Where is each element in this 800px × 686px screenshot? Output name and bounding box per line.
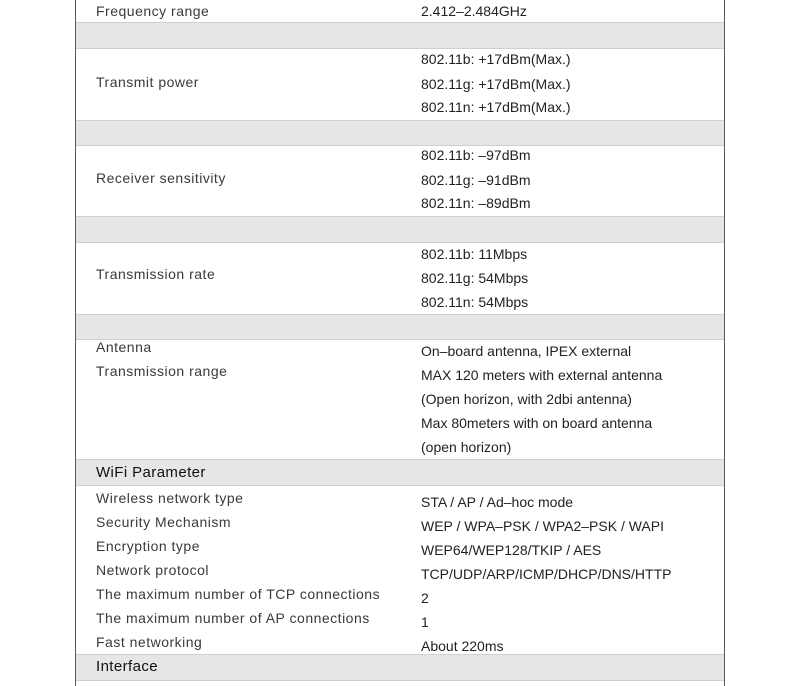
transmission-range-label: Transmission range bbox=[96, 363, 228, 379]
frequency-range-label: Frequency range bbox=[96, 3, 210, 19]
network-protocol-value: TCP/UDP/ARP/ICMP/DHCP/DNS/HTTP bbox=[421, 566, 672, 582]
spec-table bbox=[75, 0, 725, 686]
security-mechanism-value: WEP / WPA–PSK / WPA2–PSK / WAPI bbox=[421, 518, 664, 534]
divider bbox=[76, 680, 724, 681]
security-mechanism-label: Security Mechanism bbox=[96, 514, 232, 530]
spacer-row bbox=[76, 315, 724, 339]
max-tcp-connections-label: The maximum number of TCP connections bbox=[96, 586, 381, 602]
interface-section-header bbox=[76, 655, 724, 680]
receiver-sensitivity-value-g: 802.11g: –91dBm bbox=[421, 172, 531, 188]
divider bbox=[76, 339, 724, 340]
transmission-range-value-1: MAX 120 meters with external antenna bbox=[421, 367, 663, 383]
max-ap-connections-value: 1 bbox=[421, 614, 429, 630]
spacer-row bbox=[76, 217, 724, 242]
divider bbox=[76, 48, 724, 49]
encryption-type-value: WEP64/WEP128/TKIP / AES bbox=[421, 542, 602, 558]
antenna-value: On–board antenna, IPEX external bbox=[421, 343, 632, 359]
wireless-network-type-value: STA / AP / Ad–hoc mode bbox=[421, 494, 574, 510]
fast-networking-value: About 220ms bbox=[421, 638, 504, 654]
transmission-rate-value-g: 802.11g: 54Mbps bbox=[421, 270, 529, 286]
receiver-sensitivity-label: Receiver sensitivity bbox=[96, 170, 226, 186]
receiver-sensitivity-value-n: 802.11n: –89dBm bbox=[421, 195, 531, 211]
antenna-label: Antenna bbox=[96, 339, 152, 355]
wireless-network-type-label: Wireless network type bbox=[96, 490, 244, 506]
fast-networking-label: Fast networking bbox=[96, 634, 203, 650]
wifi-section-title: WiFi Parameter bbox=[96, 464, 206, 481]
transmission-rate-value-b: 802.11b: 11Mbps bbox=[421, 246, 528, 262]
transmission-range-value-4: (open horizon) bbox=[421, 439, 512, 455]
divider bbox=[76, 145, 724, 146]
transmit-power-value-g: 802.11g: +17dBm(Max.) bbox=[421, 76, 571, 92]
spacer-row bbox=[76, 23, 724, 48]
transmission-range-value-3: Max 80meters with on board antenna bbox=[421, 415, 653, 431]
receiver-sensitivity-value-b: 802.11b: –97dBm bbox=[421, 147, 531, 163]
divider bbox=[76, 485, 724, 486]
network-protocol-label: Network protocol bbox=[96, 562, 210, 578]
transmit-power-value-b: 802.11b: +17dBm(Max.) bbox=[421, 51, 571, 67]
transmit-power-value-n: 802.11n: +17dBm(Max.) bbox=[421, 99, 571, 115]
divider bbox=[76, 242, 724, 243]
interface-section-title: Interface bbox=[96, 658, 158, 675]
transmission-rate-value-n: 802.11n: 54Mbps bbox=[421, 294, 529, 310]
max-tcp-connections-value: 2 bbox=[421, 590, 429, 606]
max-ap-connections-label: The maximum number of AP connections bbox=[96, 610, 370, 626]
frequency-range-value: 2.412–2.484GHz bbox=[421, 3, 527, 19]
transmission-range-value-2: (Open horizon, with 2dbi antenna) bbox=[421, 391, 632, 407]
transmission-rate-label: Transmission rate bbox=[96, 266, 216, 282]
encryption-type-label: Encryption type bbox=[96, 538, 200, 554]
transmit-power-label: Transmit power bbox=[96, 74, 199, 90]
spacer-row bbox=[76, 121, 724, 145]
